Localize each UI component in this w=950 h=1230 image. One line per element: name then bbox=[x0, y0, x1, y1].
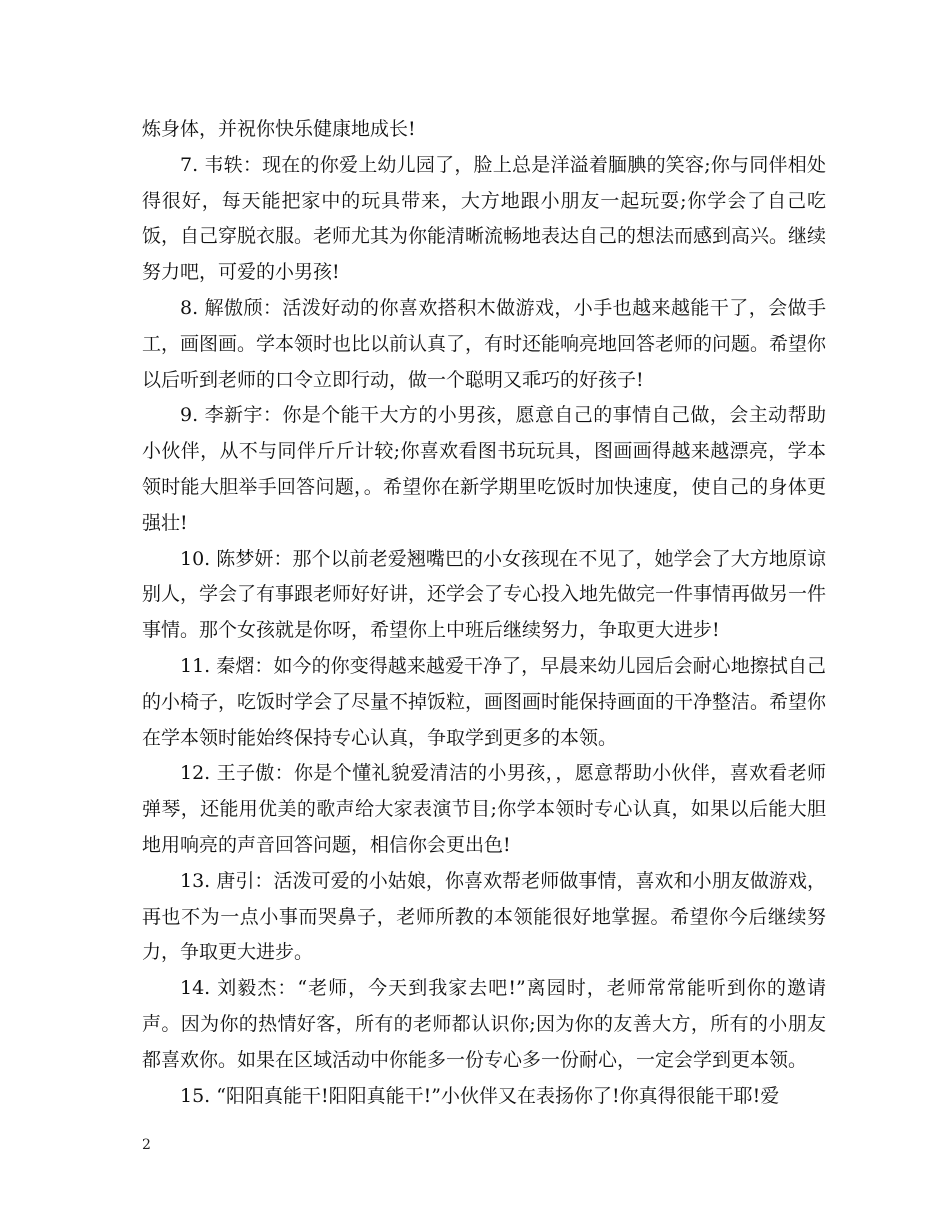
paragraph-continuation: 炼身体，并祝你快乐健康地成长! bbox=[142, 118, 416, 140]
comment-entry-12: 12. 王子傲：你是个懂礼貌爱清洁的小男孩，，愿意帮助小伙伴，喜欢看老师弹琴，还能用优美的歌声给大家表演节目;你学本领时专心认真，如果以后能大胆地用响亮的声音回答问题，相信你会更出色! bbox=[142, 762, 826, 856]
comment-entry-8: 8. 解傲颀：活泼好动的你喜欢搭积木做游戏，小手也越来越能干了，会做手工，画图画。学本领时也比以前认真了，有时还能响亮地回答老师的问题。希望你以后听到老师的口令立即行动，做一个聪明又乖巧的好孩子! bbox=[142, 296, 827, 391]
document-body bbox=[142, 112, 826, 1114]
page-number: 2 bbox=[142, 1137, 151, 1153]
comment-entry-14: 14. 刘毅杰：“老师，今天到我家去吧!”离园时，老师常常能听到你的邀请声。因为你的热情好客，所有的老师都认识你;因为你的友善大方，所有的小朋友都喜欢你。如果在区域活动中你能多一份专心多一份耐心，一定会学到更本领。 bbox=[142, 977, 826, 1071]
comment-entry-13: 13. 唐引：活泼可爱的小姑娘，你喜欢帮老师做事情，喜欢和小朋友做游戏，再也不为一点小事而哭鼻子，老师所教的本领能很好地掌握。希望你今后继续努力，争取更大进步。 bbox=[142, 869, 826, 964]
comment-entry-11: 11. 秦熠：如今的你变得越来越爱干净了，早晨来幼儿园后会耐心地擦拭自己的小椅子，吃饭时学会了尽量不掉饭粒，画图画时能保持画面的干净整洁。希望你在学本领时能始终保持专心认真，争取学到更多的本领。 bbox=[142, 654, 827, 749]
comment-entry-15: 15. “阳阳真能干!阳阳真能干!”小伙伴又在表扬你了!你真得很能干耶!爱 bbox=[180, 1084, 780, 1107]
comment-entry-7: 7. 韦轶：现在的你爱上幼儿园了，脸上总是洋溢着腼腆的笑容;你与同伴相处得很好，每天能把家中的玩具带来，大方地跟小朋友一起玩耍;你学会了自己吃饭，自己穿脱衣服。老师尤其为你能清晰流畅地表达自己的想法而感到高兴。继续努力吧，可爱的小男孩! bbox=[142, 153, 827, 284]
comment-entry-9: 9. 李新宇：你是个能干大方的小男孩，愿意自己的事情自己做，会主动帮助小伙伴，从不与同伴斤斤计较;你喜欢看图书玩玩具，图画画得越来越漂亮，学本领时能大胆举手回答问题，。希望你在新学期里吃饭时加快速度，使自己的身体更强壮! bbox=[142, 404, 826, 534]
comment-entry-10: 10. 陈梦妍：那个以前老爱翘嘴巴的小女孩现在不见了，她学会了大方地原谅别人，学会了有事跟老师好好讲，还学会了专心投入地先做完一件事情再做另一件事情。那个女孩就是你呀，希望你上中班后继续努力，争取更大进步! bbox=[142, 547, 827, 642]
